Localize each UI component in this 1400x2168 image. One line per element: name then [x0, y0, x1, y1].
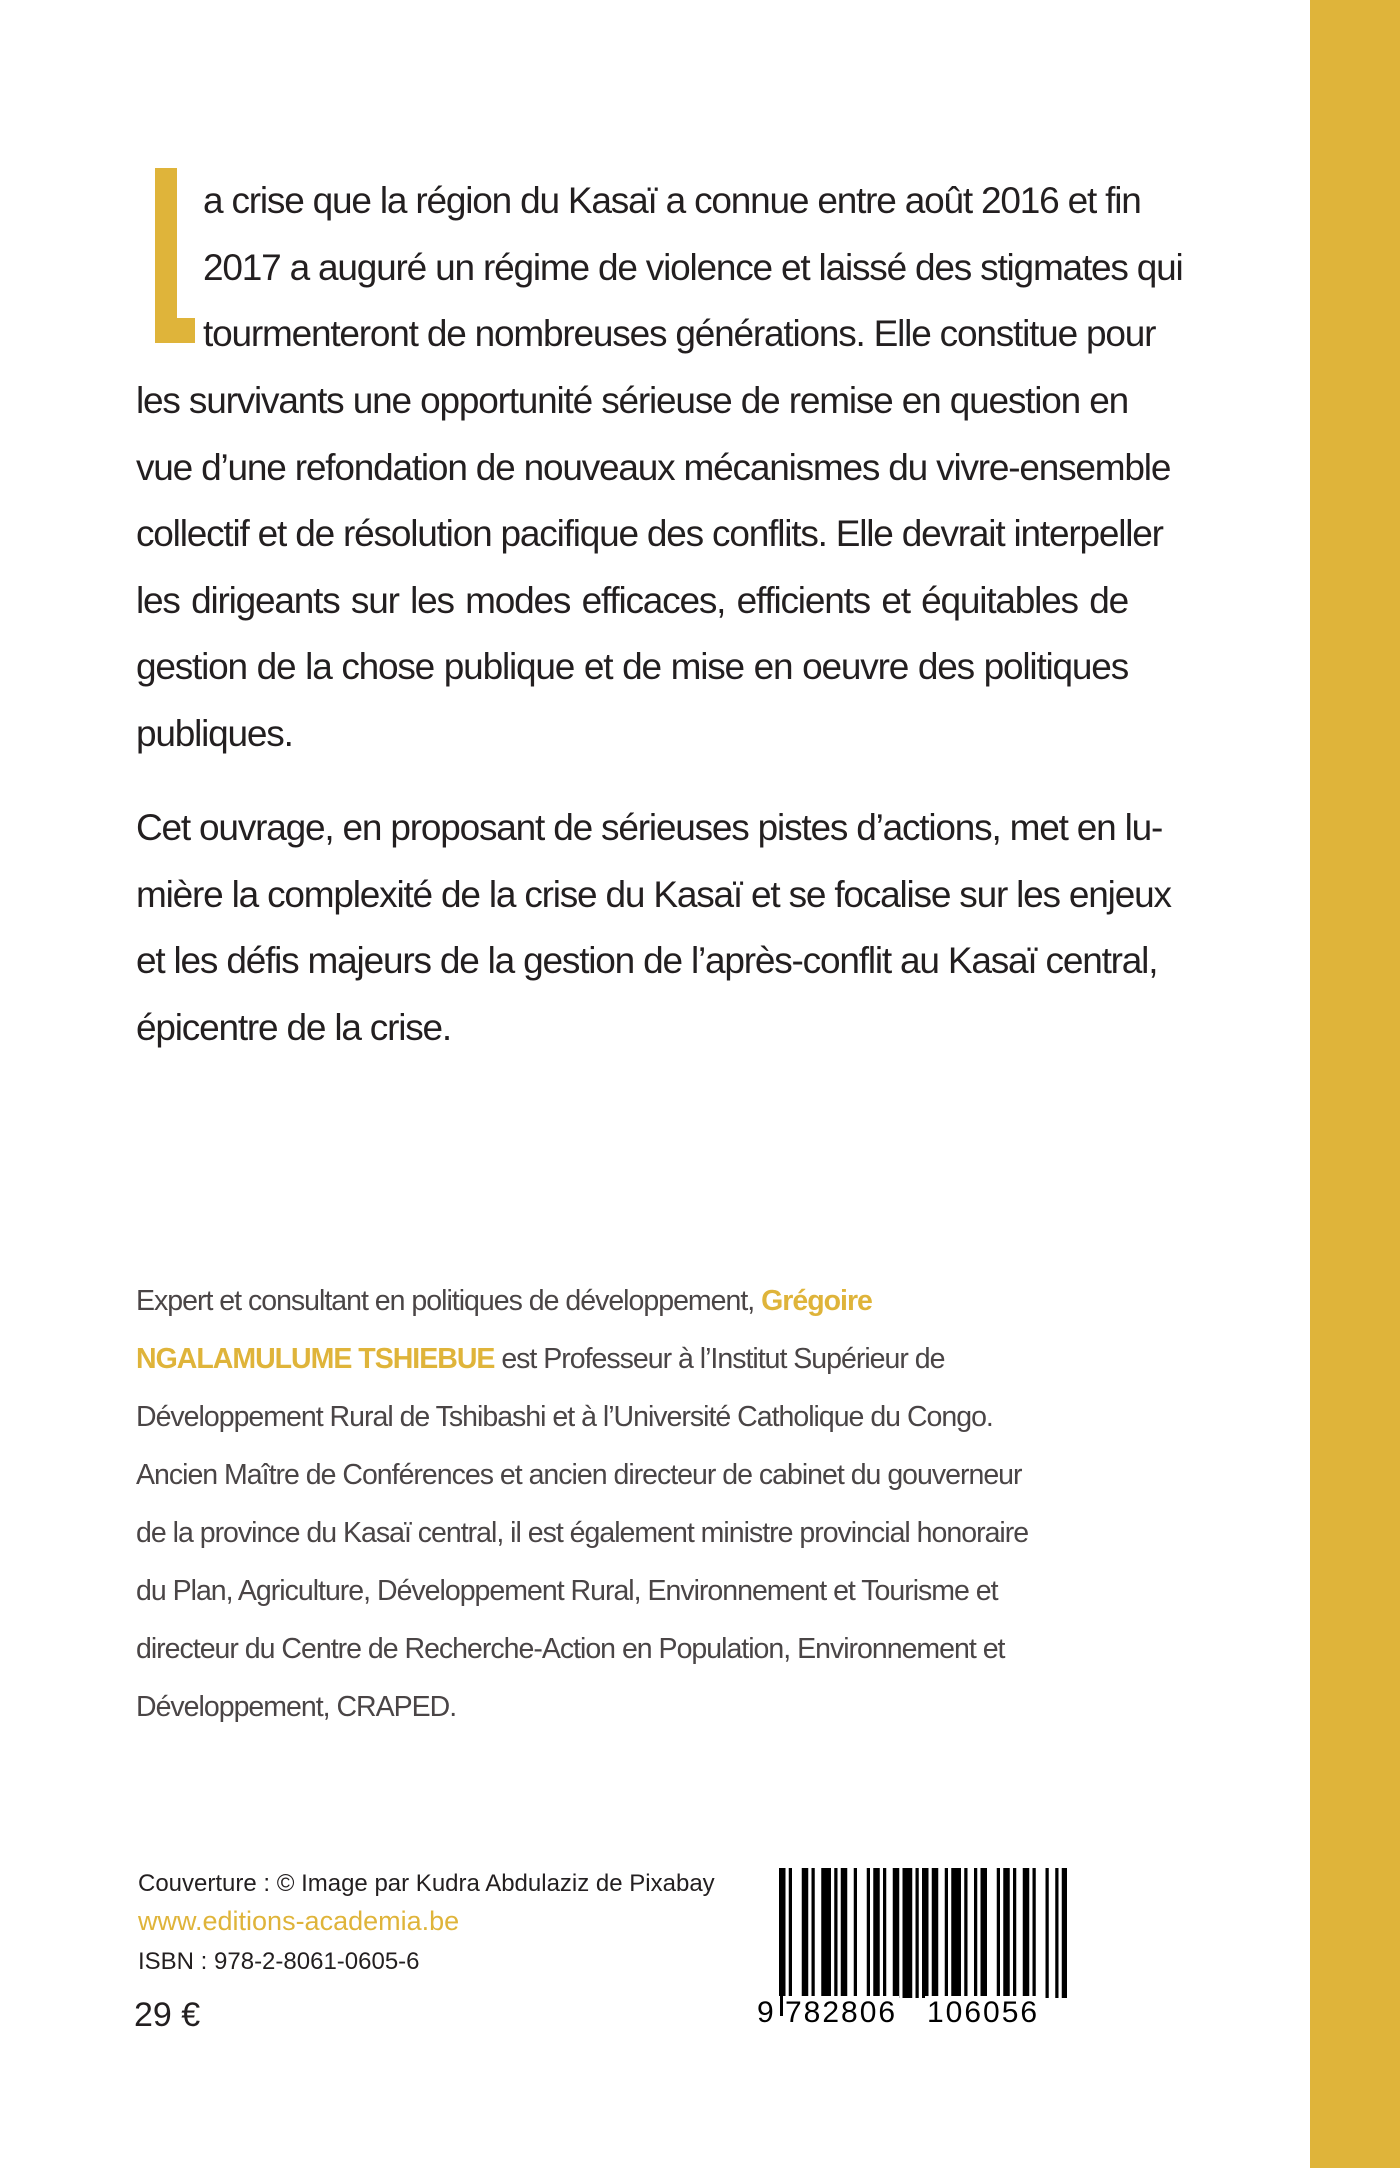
- barcode-group-1: 782806: [785, 1996, 898, 2029]
- author-name: Grégoire NGALAMULUME TSHIEBUE: [136, 1285, 872, 1375]
- blurb-line: Cet ouvrage, en proposant de sérieuses pistes d’actions, met en lu-: [136, 807, 1163, 848]
- blurb-line: les survivants une opportunité sérieuse de remise en question en: [136, 380, 1128, 421]
- publisher-website-link[interactable]: www.editions-academia.be: [138, 1906, 460, 1936]
- cover-credit: Couverture : © Image par Kudra Abdulaziz de Pixabay: [138, 1870, 715, 1897]
- isbn-barcode: [757, 1868, 1067, 2038]
- price-label: 29 €: [134, 1996, 201, 2034]
- barcode-group-2: 106056: [927, 1996, 1040, 2029]
- isbn-number: ISBN : 978-2-8061-0605-6: [138, 1948, 420, 1975]
- blurb-line: 2017 a auguré un régime de violence et laissé des stigmates qui: [203, 246, 1183, 288]
- blurb-line: vue d’une refondation de nouveaux mécanismes du vivre-ensemble: [136, 446, 1171, 488]
- author-bio: [136, 1272, 1041, 1736]
- blurb-paragraph-2: [136, 795, 1171, 1061]
- blurb-line: publiques.: [136, 712, 293, 754]
- blurb-line: gestion de la chose publique et de mise en oeuvre des politiques: [136, 646, 1128, 687]
- blurb-paragraph-1-opening: [203, 168, 1183, 368]
- bio-text: est Professeur à l’Institut Supérieur de Développement Rural de Tshibashi et à l’Université Catholique du Congo. Ancien Maître de Conférences et ancien directeur de cabinet du gouverneur de la province du Kasaï central, il est également ministre provincial honoraire du Plan, Agriculture, Développement Rural, Environnement et Tourisme et directeur du Centre de Recherche-Action en Population, Environnement et Développement, CRAPED.: [136, 1343, 1029, 1723]
- bio-intro: Expert et consultant en politiques de développement,: [136, 1285, 762, 1317]
- blurb-line: tourmenteront de nombreuses générations. Elle constitue pour: [203, 313, 1156, 354]
- barcode-first-digit: 9: [757, 1996, 780, 2030]
- blurb-line: et les défis majeurs de la gestion de l’après-conflit au Kasaï central,: [136, 940, 1158, 981]
- blurb-line: les dirigeants sur les modes efficaces, efficients et équitables de: [136, 579, 1128, 621]
- blurb-paragraph-1: [136, 368, 1171, 767]
- blurb-line: a crise que la région du Kasaï a connue entre août 2016 et fin: [203, 180, 1141, 221]
- drop-cap-letter: [155, 168, 195, 343]
- spine-color-band: [1310, 0, 1400, 2168]
- blurb-line: épicentre de la crise.: [136, 1006, 452, 1048]
- blurb-line: collectif et de résolution pacifique des conflits. Elle devrait interpeller: [136, 513, 1163, 554]
- blurb-line: mière la complexité de la crise du Kasaï et se focalise sur les enjeux: [136, 873, 1171, 915]
